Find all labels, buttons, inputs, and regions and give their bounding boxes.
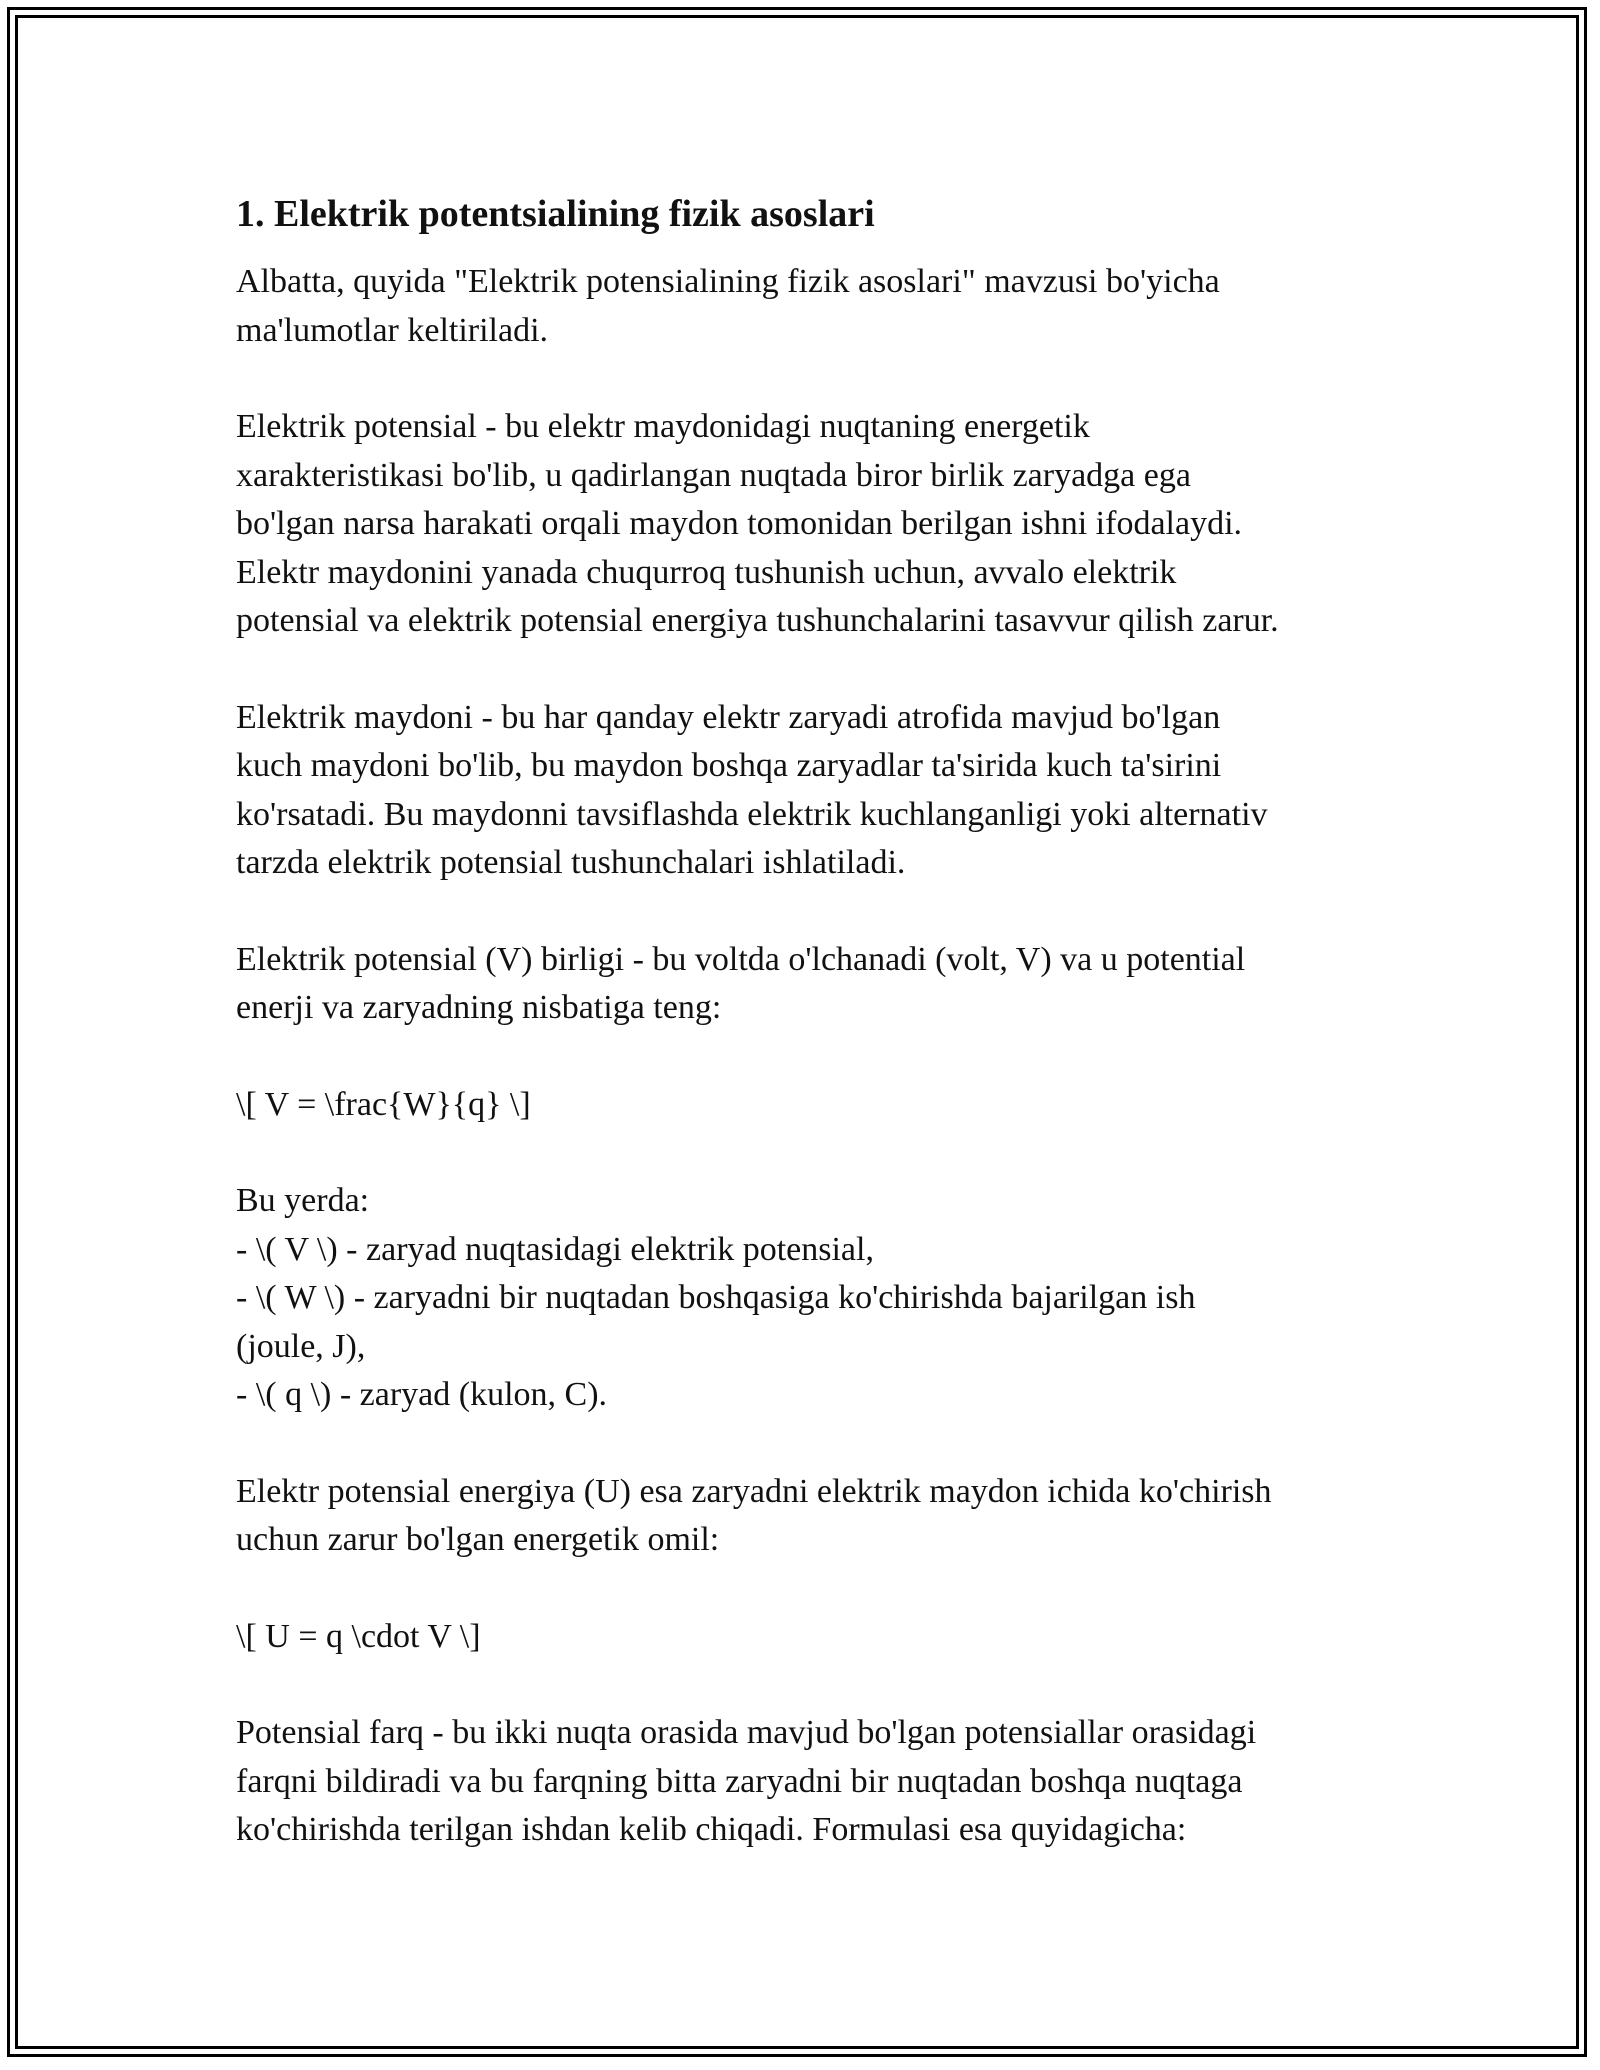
text-line: potensial va elektrik potensial energiya tushunchalarini tasavvur qilish zarur. (236, 602, 1279, 639)
list-item: - \( q \) - zaryad (kulon, C). (236, 1376, 608, 1413)
field-definition-paragraph (236, 694, 1386, 888)
text-line: Albatta, quyida "Elektrik potensialining fizik asoslari" mavzusi bo'yicha (236, 263, 1220, 300)
energy-paragraph (236, 1468, 1386, 1565)
text-line: Elektrik potensial - bu elektr maydonidagi nuqtaning energetik (236, 408, 1090, 445)
intro-paragraph (236, 258, 1386, 355)
text-line: Elektrik maydoni - bu har qanday elektr zaryadi atrofida mavjud bo'lgan (236, 698, 1221, 736)
unit-paragraph (236, 936, 1386, 1033)
text-line: ko'rsatadi. Bu maydonni tavsiflashda elektrik kuchlanganligi yoki alternativ (236, 795, 1268, 833)
text-line: ma'lumotlar keltiriladi. (236, 311, 549, 349)
text-line: Elektrik potensial (V) birligi - bu voltda o'lchanadi (volt, V) va u potential (236, 940, 1246, 978)
text-line: bo'lgan narsa harakati orqali maydon tomonidan berilgan ishni ifodalaydi. (236, 505, 1243, 542)
text-line: Elektr potensial energiya (U) esa zaryadni elektrik maydon ichida ko'chirish (236, 1472, 1272, 1510)
list-item-continuation: (joule, J), (236, 1327, 366, 1365)
formula-potential (236, 1081, 1386, 1130)
text-line: Bu yerda: (236, 1182, 370, 1219)
text-line: uchun zarur bo'lgan energetik omil: (236, 1521, 720, 1558)
text-line: xarakteristikasi bo'lib, u qadirlangan nuqtada biror birlik zaryadga ega (236, 456, 1191, 494)
formula-line: \[ V = \frac{W}{q} \] (236, 1085, 531, 1123)
formula-energy (236, 1613, 1386, 1662)
variable-legend (236, 1177, 1386, 1420)
list-item: - \( V \) - zaryad nuqtasidagi elektrik potensial, (236, 1230, 874, 1268)
list-item: - \( W \) - zaryadni bir nuqtadan boshqasiga ko'chirishda bajarilgan ish (236, 1279, 1196, 1316)
potential-definition-paragraph (236, 403, 1386, 646)
text-line: enerji va zaryadning nisbatiga teng: (236, 989, 722, 1026)
text-line: farqni bildiradi va bu farqning bitta zaryadni bir nuqtadan boshqa nuqtaga (236, 1762, 1243, 1800)
text-line: ko'chirishda terilgan ishdan kelib chiqadi. Formulasi esa quyidagicha: (236, 1811, 1187, 1848)
formula-line: \[ U = q \cdot V \] (236, 1617, 481, 1655)
text-line: Potensial farq - bu ikki nuqta orasida mavjud bo'lgan potensiallar orasidagi (236, 1714, 1257, 1751)
text-line: tarzda elektrik potensial tushunchalari ishlatiladi. (236, 844, 906, 881)
text-line: kuch maydoni bo'lib, bu maydon boshqa zaryadlar ta'sirida kuch ta'sirini (236, 747, 1222, 784)
section-heading: 1. Elektrik potentsialining fizik asoslari (236, 193, 875, 235)
potential-difference-paragraph (236, 1709, 1386, 1855)
text-line: Elektr maydonini yanada chuqurroq tushunish uchun, avvalo elektrik (236, 553, 1177, 591)
document-body (236, 186, 1386, 1903)
